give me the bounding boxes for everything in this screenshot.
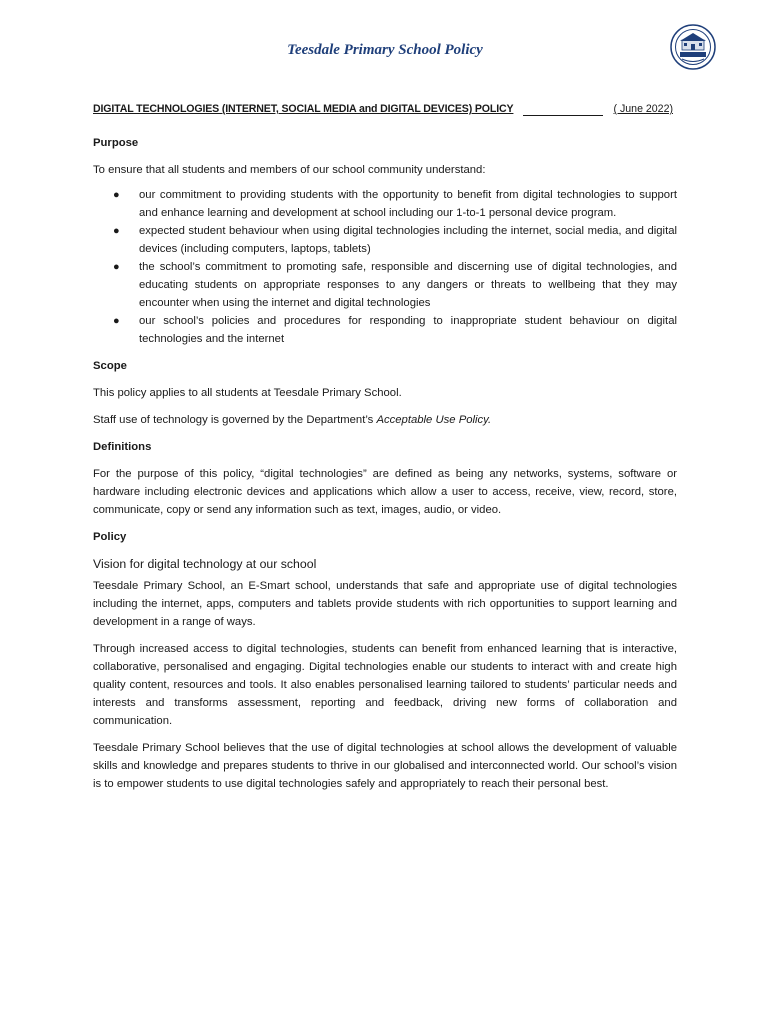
title-underline — [523, 115, 603, 116]
purpose-bullet-list — [93, 186, 677, 348]
list-item — [113, 222, 677, 258]
bullet-icon: ● — [113, 261, 120, 273]
list-item — [113, 258, 677, 312]
purpose-intro: To ensure that all students and members of our school community understand: — [93, 164, 486, 176]
policy-heading: Policy — [93, 531, 127, 543]
purpose-heading: Purpose — [93, 137, 139, 149]
purpose-section — [93, 134, 677, 348]
definitions-paragraph: For the purpose of this policy, “digital technologies” are defined as being any networks, systems, software or hardware including electronic devices and applications which allow a user to access, receive, view, record, store, communicate, copy or send any information such as text, images, audio, or video. — [93, 468, 677, 516]
school-crest-logo — [670, 24, 716, 70]
list-item — [113, 312, 677, 348]
scope-heading: Scope — [93, 360, 127, 372]
policy-subheading: Vision for digital technology at our school — [93, 557, 317, 571]
document-body — [93, 134, 677, 802]
list-item-text: the school’s commitment to promoting safe, responsible and discerning use of digital technologies, and educating students on appropriate responses to any dangers or threats to wellbeing that they may encounter when using the internet and digital technologies — [139, 261, 677, 309]
header-title: Teesdale Primary School Policy — [287, 42, 483, 58]
document-date: ( June 2022) — [613, 103, 673, 115]
policy-section — [93, 528, 677, 793]
scope-paragraph-1: This policy applies to all students at Teesdale Primary School. — [93, 387, 402, 399]
policy-paragraph-2: Through increased access to digital technologies, students can benefit from enhanced learning that is interactive, collaborative, personalised and engaging. Digital technologies enable our students to interact with and create high quality content, resources and tools. It also enables personalised learning tailored to students’ particular needs and interests and transforms assessment, reporting and feedback, driving new forms of collaboration and communication. — [93, 643, 677, 727]
policy-paragraph-3: Teesdale Primary School believes that the use of digital technologies at school allows the development of valuable skills and knowledge and prepares students to thrive in our globalised and interconnected world. Our school’s vision is to empower students to use digital technologies safely and appropriately to reach their personal best. — [93, 742, 677, 790]
document-title: DIGITAL TECHNOLOGIES (INTERNET, SOCIAL MEDIA and DIGITAL DEVICES) POLICY — [93, 103, 514, 115]
list-item — [113, 186, 677, 222]
list-item-text: our commitment to providing students with the opportunity to benefit from digital technologies to support and enhance learning and development at school including our 1-to-1 personal device program. — [139, 189, 677, 219]
scope-paragraph-2-text: Staff use of technology is governed by the Department’s — [93, 414, 377, 426]
definitions-section — [93, 438, 677, 519]
list-item-text: our school’s policies and procedures for responding to inappropriate student behaviour on digital technologies and the internet — [139, 315, 677, 345]
document-title-row — [93, 103, 673, 119]
policy-paragraph-1: Teesdale Primary School, an E-Smart school, understands that safe and appropriate use of digital technologies including the internet, apps, computers and tablets provide students with rich opportunities to support learning and development in a range of ways. — [93, 580, 677, 628]
bullet-icon: ● — [113, 189, 120, 201]
definitions-heading: Definitions — [93, 441, 152, 453]
scope-section — [93, 357, 677, 429]
bullet-icon: ● — [113, 315, 120, 327]
bullet-icon: ● — [113, 225, 120, 237]
scope-paragraph-2 — [93, 411, 677, 429]
acceptable-use-policy-reference: Acceptable Use Policy. — [376, 414, 492, 426]
list-item-text: expected student behaviour when using digital technologies including the internet, social media, and digital devices (including computers, laptops, tablets) — [139, 225, 677, 255]
